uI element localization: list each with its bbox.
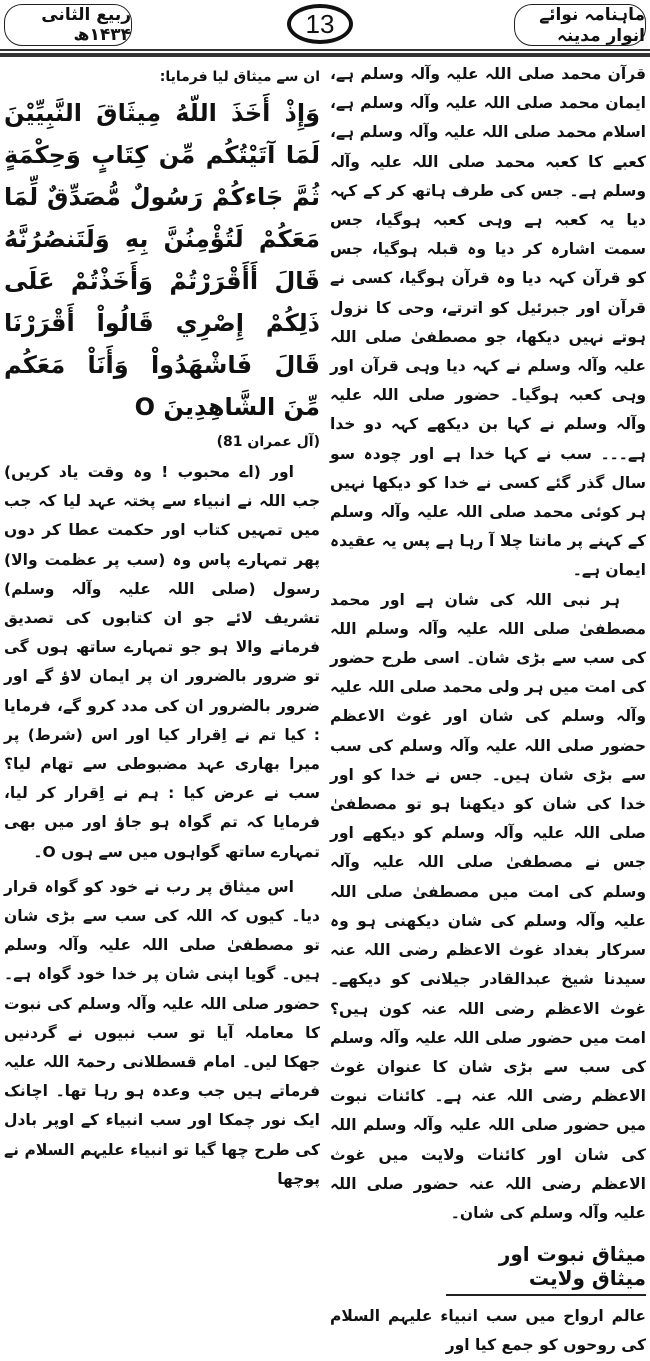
body-paragraph: عالم ارواح میں سب انبیاء علیہم السلام کی روحوں کو جمع کیا اور (330, 1307, 646, 1355)
body-paragraph: قرآن محمد صلی اللہ علیہ وآلہ وسلم ہے، ایمان محمد صلی اللہ علیہ وآلہ وسلم ہے، اسلام محمد صلی اللہ علیہ وآلہ وسلم ہے، کعبے کا کعبہ محمد صلی اللہ علیہ وآلہ وسلم ہے۔ جس کی طرف ہاتھ کر کے کہہ دیا یہ کعبہ ہے وہی کعبہ ہوگیا، جس سمت اشارہ کر دیا وہ قبلہ ہوگیا، جس کو قرآن کہہ دیا وہ قرآن ہوگیا، کسی نے قرآن اور جبرئیل کو اترتے، وحی کا نزول ہوتے نہیں دیکھا، جو مصطفیٰ صلی اللہ علیہ وآلہ وسلم نے کہہ دیا وہی قرآن اور وہی کعبہ ہوگیا۔ حضور صلی اللہ علیہ وآلہ وسلم نے کہا بن دیکھے کہہ دو خدا ہے۔۔۔ سب نے کہا خدا ہے اور چودہ سو سال گذر گئے کسی نے خدا کو دیکھا نہیں ہر کوئی محمد صلی اللہ علیہ وآلہ وسلم کے کہنے پر مانتا چلا آ رہا ہے پس یہ عقیدہ ایمان ہے۔ (330, 65, 646, 580)
magazine-title-box (514, 4, 646, 46)
right-column (330, 60, 646, 1361)
translation-paragraph: اور (اے محبوب ! وہ وقت یاد کریں) جب اللہ نے انبیاء سے پختہ عہد لیا کہ جب میں تمہیں کتاب اور حکمت عطا کر دوں پھر تمہارے پاس وہ (سب پر عظمت والا) رسول (صلی اللہ علیہ وآلہ وسلم) تشریف لائے جو ان کتابوں کی تصدیق فرمانے والا ہو جو تمہارے ساتھ ہوں گی تو ضرور بالضرور ان پر ایمان لاؤ گے اور ضرور بالضرور ان کی مدد کرو گے، فرمایا : کیا تم نے اِقرار کیا اور اس (شرط) پر میرا بھاری عہد مضبوطی سے تھام لیا؟ سب نے عرض کیا : ہم نے اِقرار کر لیا، فرمایا کہ تم گواہ ہو جاؤ اور میں بھی تمہارے ساتھ گواہوں میں سے ہوں O۔ (4, 463, 320, 861)
issue-date-box (4, 4, 132, 46)
body-paragraph: اس میثاق پر رب نے خود کو گواہ قرار دیا۔ کیوں کہ اللہ کی سب سے بڑی شان تو مصطفیٰ صلی اللہ علیہ وآلہ وسلم ہیں۔ گویا اپنی شان پر خدا خود گواہ ہے۔ حضور صلی اللہ علیہ وآلہ وسلم کی نبوت کا معاملہ آیا تو سب نبیوں نے گردنیں جھکا لیں۔ امام قسطلانی رحمۃ اللہ علیہ فرماتے ہیں جب وعدہ ہو رہا تھا۔ اچانک ایک نور چمکا اور سب انبیاء کے اوپر بادل کی طرح چھا گیا تو انبیاء علیہم السلام نے پوچھا (4, 877, 320, 1188)
body-paragraph: ہر نبی اللہ کی شان ہے اور محمد مصطفیٰ صلی اللہ علیہ وآلہ وسلم اللہ کی سب سے بڑی شان۔ اسی طرح حضور کی امت میں ہر ولی محمد صلی اللہ علیہ وآلہ وسلم کی شان اور غوث الاعظم حضور صلی اللہ علیہ وآلہ وسلم کی سب سے بڑی شان ہیں۔ جس نے خدا کو اور خدا کی شان کو دیکھنا ہو تو مصطفیٰ صلی اللہ علیہ وآلہ وسلم کو دیکھے اور جس نے مصطفیٰ صلی اللہ علیہ وآلہ وسلم کی امت میں مصطفیٰ صلی اللہ علیہ وآلہ وسلم کی شان دیکھنی ہو وہ سرکار بغداد غوث الاعظم رضی اللہ عنہ سیدنا شیخ عبدالقادر جیلانی کو دیکھے۔ غوث الاعظم رضی اللہ عنہ کون ہیں؟ امت میں حضور صلی اللہ علیہ وآلہ وسلم کی سب سے بڑی شان کا عنوان غوث الاعظم رضی اللہ عنہ ہے۔ کائنات نبوت میں حضور صلی اللہ علیہ وآلہ وسلم اللہ کی شان اور کائنات ولایت میں غوث الاعظم رضی اللہ عنہ حضور صلی اللہ علیہ وآلہ وسلم کی شان۔ (330, 590, 646, 1222)
page-number-badge (287, 4, 353, 44)
magazine-title: ماہنامہ نوائے انوار مدینہ (539, 5, 645, 46)
quran-ayah: وَإِذْ أَخَذَ اللّهُ مِيثَاقَ النَّبِيِّيْنَ لَمَا آتَيْتُكُم مِّن كِتَابٍ وَحِكْمَةٍ ثُمَّ جَاءكُمْ رَسُولٌ مُّصَدِّقٌ لِّمَا مَعَكُمْ لَتُؤْمِنُنَّ بِهِ وَلَتَنصُرُنَّهُ قَالَ أَأَقْرَرْتُمْ وَأَخَذْتُمْ عَلَى ذَلِكُمْ إِصْرِي قَالُواْ أَقْرَرْنَا قَالَ فَاشْهَدُواْ وَأَنَاْ مَعَكُم مِّنَ الشَّاهِدِينَ O (4, 99, 320, 421)
ayah-reference: (آل عمران 81) (216, 434, 320, 450)
left-column (4, 60, 320, 1194)
header-divider-thick (0, 53, 650, 57)
ayah-intro: ان سے میثاق لیا فرمایا: (159, 69, 320, 85)
header-divider-thin (0, 49, 650, 51)
page-number: 13 (305, 8, 335, 39)
issue-date: ربیع الثانی ۱۴۳۴ھ (41, 5, 131, 45)
page-header (0, 0, 650, 56)
section-heading: میثاق نبوت اور میثاق ولایت (446, 1242, 646, 1296)
